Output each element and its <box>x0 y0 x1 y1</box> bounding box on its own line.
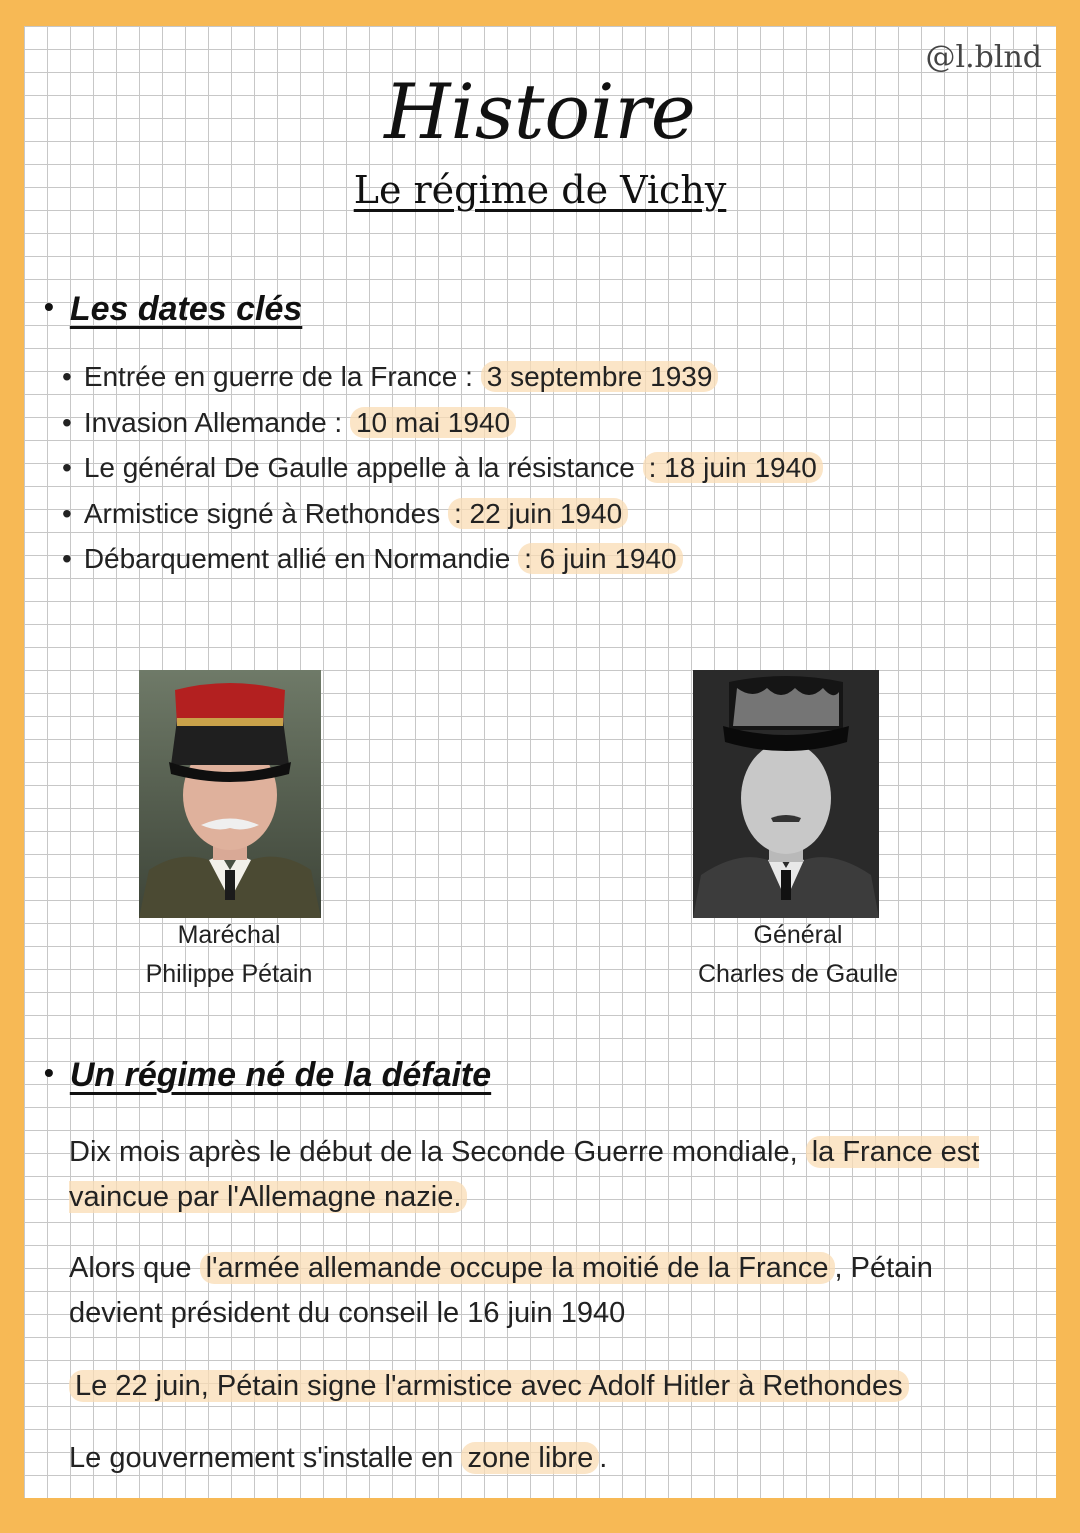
author-handle: @l.blnd <box>925 40 1042 75</box>
de-gaulle-caption: Général Charles de Gaulle <box>697 921 899 988</box>
de-gaulle-portrait <box>693 670 879 918</box>
paragraph: Le gouvernement s'installe en zone libre . <box>69 1442 608 1474</box>
paragraph: Dix mois après le début de la Seconde Guerre mondiale, la France est vaincue par l'Allemagne nazie. <box>69 1136 980 1213</box>
list-item: • Débarquement allié en Normandie : 6 juin 1940 <box>62 538 823 584</box>
section-heading-regime: • Un régime né de la défaite <box>44 1056 492 1094</box>
page-title: Histoire <box>384 67 696 156</box>
page-subtitle: Le régime de Vichy <box>353 168 727 212</box>
highlighted-date: 10 mai 1940 <box>350 407 516 438</box>
list-item: • Armistice signé à Rethondes : 22 juin 1940 <box>62 493 823 539</box>
section-heading-dates: • Les dates clés <box>44 290 303 328</box>
highlighted-date: : 6 juin 1940 <box>518 543 683 574</box>
key-dates-list <box>62 356 823 584</box>
highlighted-date: : 18 juin 1940 <box>643 452 823 483</box>
paragraph: Le 22 juin, Pétain signe l'armistice avec Adolf Hitler à Rethondes <box>69 1364 1009 1409</box>
paragraph: Alors que l'armée allemande occupe la moitié de la France , Pétain devient président du conseil le 16 juin 1940 <box>69 1252 933 1329</box>
list-item: • Entrée en guerre de la France : 3 septembre 1939 <box>62 356 823 402</box>
notebook-page <box>24 26 1056 1498</box>
list-item: • Le général De Gaulle appelle à la résistance : 18 juin 1940 <box>62 447 823 493</box>
highlighted-date: 3 septembre 1939 <box>481 361 719 392</box>
highlighted-date: : 22 juin 1940 <box>448 498 628 529</box>
list-item: • Invasion Allemande : 10 mai 1940 <box>62 402 823 448</box>
petain-caption: Maréchal Philippe Pétain <box>145 921 313 988</box>
petain-portrait <box>139 670 321 918</box>
